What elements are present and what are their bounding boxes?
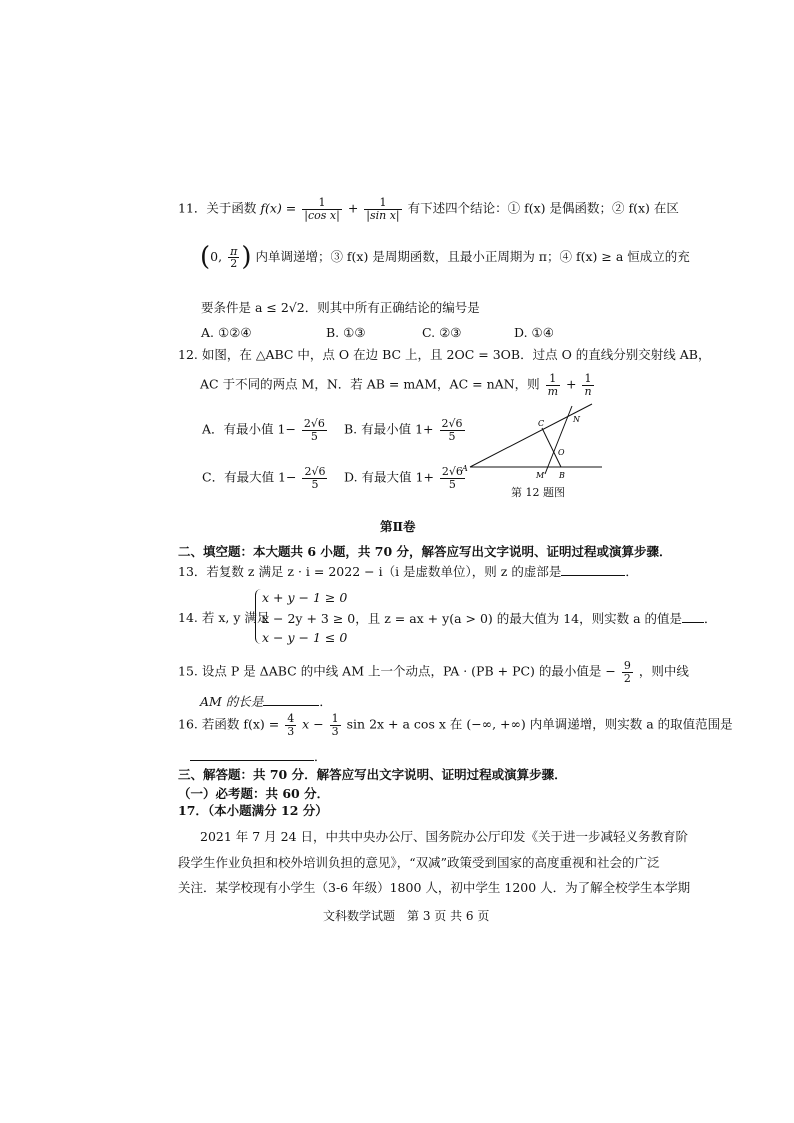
q16-answer-blank (190, 748, 314, 761)
q11-frac1-num: 1 (302, 197, 342, 210)
q12-frac-n (582, 373, 593, 397)
q11-lead: 关于函数 (206, 200, 257, 216)
q16-frac1 (285, 713, 296, 737)
q11-plus: + (347, 200, 359, 216)
q14-lead: 14. 若 x, y 满足 (178, 610, 270, 625)
q14-constraint-3: x − y − 1 ≤ 0 (262, 630, 348, 645)
required-subheading: （一）必考题：共 60 分． (178, 786, 330, 801)
q15-period: ． (319, 694, 332, 709)
q15-line1 (178, 660, 689, 684)
q11-frac1-den: |cos x| (304, 208, 340, 222)
q14-brace (255, 589, 261, 644)
q12-option-a (202, 418, 329, 442)
q12-option-d-text: D. 有最大值 1+ (344, 469, 434, 485)
q11-line1 (178, 197, 679, 221)
q11-pi-frac (228, 246, 239, 270)
q17-title: 17．（本小题满分 12 分） (178, 803, 328, 818)
q11-cont1: 有下述四个结论：① f(x) 是偶函数；② f(x) 在区 (407, 200, 679, 216)
q14-constraint-2 (262, 610, 717, 626)
q11-frac2 (364, 197, 401, 221)
q12-frac-m (546, 373, 560, 397)
q11-interval: 0, (210, 249, 223, 265)
q11-pi-num: π (230, 244, 238, 258)
q11-option-c: C. ②③ (422, 325, 462, 340)
line-mn (545, 406, 572, 474)
q13-answer-blank (561, 563, 625, 576)
q12-option-a-den: 5 (310, 429, 318, 443)
q12-option-c-text: C．有最大值 1− (202, 469, 297, 485)
q11-frac1 (302, 197, 342, 221)
q11-option-d: D. ①④ (514, 325, 554, 340)
q15-text: 15. 设点 P 是 ΔABC 的中线 AM 上一个动点，PA · (PB + PC) 的最小值是 − (178, 663, 616, 679)
label-n: N (573, 415, 580, 424)
q16-frac1-den: 3 (287, 724, 295, 738)
q12-option-d-num: 2√6 (441, 465, 463, 478)
q12-line2-text: AC 于不同的两点 M，N．若 AB = mAM，AC = nAN，则 (200, 376, 540, 392)
q15-line2 (200, 693, 332, 709)
q12-option-a-text: A．有最小值 1− (202, 421, 296, 437)
q11-line2: (0, $\frac{\pi}{2}$ ) 内单调递增；③ f(x) 是周期函数，且最小正周期为 π；④ f(x) ≥ a 恒成立的充 (200, 242, 690, 272)
q11-cont2: 内单调递增；③ f(x) 是周期函数，且最小正周期为 π；④ f(x) ≥ a 恒成立的充 (255, 249, 690, 265)
q16-line2 (190, 748, 327, 764)
q11-number: 11． (178, 200, 207, 216)
q17-paragraph-line3: 关注．某学校现有小学生（3-6 年级）1800 人，初中学生 1200 人．为了解全校学生本学期 (178, 880, 691, 895)
q12-option-a-frac (302, 418, 327, 442)
q16-text-b: x − (302, 716, 324, 732)
q12-option-d (344, 466, 467, 490)
q15-frac-den: 2 (623, 671, 631, 685)
q12-figure-caption: 第 12 题图 (511, 486, 565, 499)
q13 (178, 563, 638, 579)
q11-frac2-num: 1 (364, 197, 401, 210)
q16-frac2-den: 3 (331, 724, 339, 738)
q14-constraint-1: x + y − 1 ≥ 0 (262, 590, 348, 605)
q11-line3: 要条件是 a ≤ 2√2．则其中所有正确结论的编号是 (201, 300, 480, 315)
q15-text-b: ，则中线 (638, 663, 689, 679)
page-footer: 文科数学试题 第 3 页 共 6 页 (323, 909, 490, 923)
part2-title: 第Ⅱ卷 (380, 519, 416, 534)
q12-plus: + (566, 376, 577, 392)
q12-option-c (202, 466, 329, 490)
q16-line1 (178, 713, 733, 737)
q13-text: 13．若复数 z 满足 z · i = 2022 − i（i 是虚数单位），则 z 的虚部是 (178, 564, 562, 579)
q12-line2 (200, 373, 596, 397)
q12-option-b (344, 418, 467, 442)
q12-option-a-num: 2√6 (303, 417, 325, 430)
q15-answer-blank (263, 693, 319, 706)
q17-paragraph-line1: 2021 年 7 月 24 日，中共中央办公厅、国务院办公厅印发《关于进一步减轻义务教育阶 (200, 829, 689, 844)
q12-option-b-num: 2√6 (441, 417, 463, 430)
q16-frac2 (330, 713, 341, 737)
q17-paragraph-line2: 段学生作业负担和校外培训负担的意见》，“双减”政策受到国家的高度重视和社会的广泛 (178, 855, 660, 870)
q15-text-c: AM 的长是 (200, 694, 264, 709)
q12-option-d-den: 5 (448, 477, 456, 491)
q13-period: ． (625, 564, 638, 579)
q12-option-b-text: B. 有最小值 1+ (344, 421, 434, 437)
label-b: B (559, 471, 565, 480)
q12-option-c-den: 5 (311, 477, 319, 491)
q12-option-b-den: 5 (448, 429, 456, 443)
label-o: O (558, 448, 565, 457)
q14-answer-blank (682, 610, 704, 623)
q16-text-a: 16. 若函数 f(x) = (178, 716, 280, 732)
q11-option-a: A. ①②④ (201, 325, 252, 340)
q12-frac-n-den: n (584, 384, 592, 398)
fill-in-heading: 二、填空题：本大题共 6 小题，共 70 分，解答应写出文字说明、证明过程或演算步骤． (178, 544, 672, 559)
q14-period: ． (704, 611, 717, 626)
q12-frac-m-num: 1 (546, 373, 560, 386)
label-c: C (538, 419, 545, 428)
q16-frac1-num: 4 (287, 712, 295, 725)
q16-period: ． (314, 749, 327, 764)
line-ac (470, 404, 592, 467)
q16-frac2-num: 1 (331, 712, 339, 725)
label-a: A (462, 464, 468, 473)
q12-option-c-num: 2√6 (304, 465, 326, 478)
q16-text-c: sin 2x + a cos x 在 (−∞, +∞) 内单调递增，则实数 a 的取值范围是 (346, 716, 733, 732)
q11-frac2-den: |sin x| (366, 208, 400, 222)
q12-figure (460, 398, 610, 498)
q11-fx: f(x) = (260, 200, 297, 216)
q11-pi-den: 2 (230, 257, 238, 271)
q15-frac-num: 9 (623, 659, 631, 672)
q14-constraint-2-text: x − 2y + 3 ≥ 0，且 z = ax + y(a > 0) 的最大值为 14，则实数 a 的值是 (262, 611, 683, 626)
solve-heading: 三、解答题：共 70 分．解答应写出文字说明、证明过程或演算步骤． (178, 767, 567, 782)
q12-option-c-frac (302, 466, 327, 490)
label-m: M (536, 471, 545, 480)
q15-frac (622, 660, 633, 684)
q12-frac-m-den: m (547, 384, 559, 398)
q12-line1: 12. 如图，在 △ABC 中，点 O 在边 BC 上，且 2OC = 3OB．过点 O 的直线分别交射线 AB， (178, 347, 711, 362)
q12-frac-n-num: 1 (582, 373, 593, 386)
q11-option-b: B. ①③ (326, 325, 366, 340)
